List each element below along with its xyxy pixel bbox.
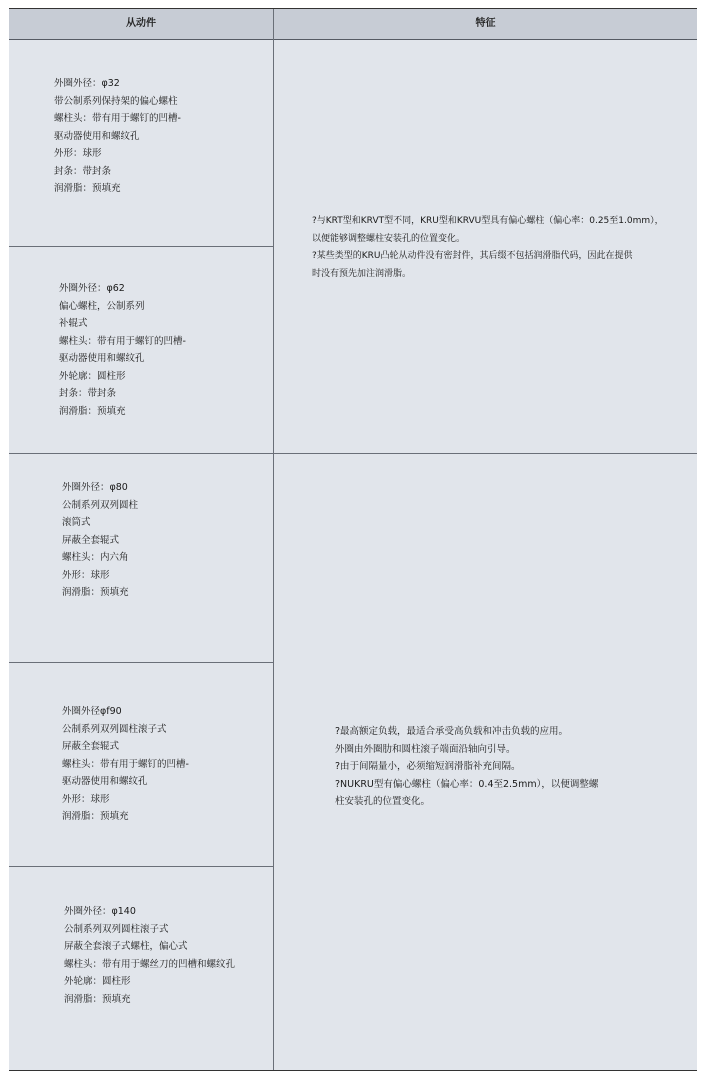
cell-line: 螺柱头：带有用于螺钉的凹槽- (62, 758, 189, 770)
cam-follower-spec-table (9, 8, 697, 1071)
cell-line: 外圈外径φf90 (62, 706, 122, 717)
follower-cell-3 (62, 479, 138, 602)
cell-line: 驱动器使用和螺纹孔 (59, 353, 145, 364)
cell-line: 屏蔽全套辊式 (62, 534, 120, 546)
table-header (9, 9, 697, 40)
cell-line: 公制系列双列圆柱滚子式 (62, 723, 167, 735)
cell-line: 屏蔽全套辊式 (62, 741, 120, 752)
cell-line: 外形：球形 (62, 793, 110, 805)
row-divider (9, 246, 273, 247)
cell-line: 屏蔽全套滚子式螺柱，偏心式 (64, 941, 188, 952)
follower-cell-2 (59, 280, 186, 420)
feature-line: 时没有预先加注润滑脂。 (312, 268, 412, 279)
row-divider (9, 662, 273, 663)
cell-line: 外形：球形 (54, 148, 102, 159)
cell-line: 驱动器使用和螺纹孔 (62, 776, 148, 787)
cell-line: 带公制系列保持架的偏心螺柱 (54, 95, 178, 107)
header-features: 特征 (475, 18, 496, 29)
cell-line: 外轮廓：圆柱形 (64, 976, 131, 987)
cell-line: 润滑脂：预填充 (54, 183, 121, 194)
cell-line: 封条：带封条 (54, 165, 112, 177)
cell-line: 外圈外径：φ140 (64, 906, 136, 917)
feature-line: ?最高额定负载，最适合承受高负载和冲击负载的应用。 (335, 726, 569, 737)
cell-line: 螺柱头：带有用于螺钉的凹槽- (54, 113, 181, 124)
cell-line: 润滑脂：预填充 (62, 811, 129, 822)
cell-line: 驱动器使用和螺纹孔 (54, 130, 140, 142)
feature-line: 外圈由外圈肋和圆柱滚子端面沿轴向引导。 (335, 743, 516, 755)
column-divider (273, 9, 274, 1070)
cell-line: 封条：带封条 (59, 388, 117, 399)
follower-cell-4 (62, 703, 189, 826)
group-divider (9, 453, 697, 454)
feature-line: ?与KRT型和KRVT型不同，KRU型和KRVU型具有偏心螺柱（偏心率：0.25至1.0mm）， (312, 216, 664, 226)
cell-line: 外圈外径：φ62 (59, 283, 125, 294)
cell-line: 螺柱头：带有用于螺钉的凹槽- (59, 335, 186, 347)
cell-line: 外圈外径：φ32 (54, 78, 120, 89)
feature-line: ?某些类型的KRU凸轮从动件没有密封件，其后缀不包括润滑脂代码，因此在提供 (312, 251, 633, 261)
cell-line: 螺柱头：内六角 (62, 552, 129, 563)
follower-cell-1 (54, 75, 181, 198)
cell-line: 外圈外径：φ80 (62, 482, 128, 493)
cell-line: 补辊式 (59, 318, 88, 329)
features-cell-1 (312, 213, 664, 283)
cell-line: 偏心螺柱，公制系列 (59, 300, 145, 312)
cell-line: 螺柱头：带有用于螺丝刀的凹槽和螺纹孔 (64, 958, 236, 970)
cell-line: 公制系列双列圆柱 (62, 499, 139, 511)
cell-line: 润滑脂：预填充 (64, 993, 131, 1005)
row-divider (9, 866, 273, 867)
feature-line: ?由于间隔量小，必须缩短润滑脂补充间隔。 (335, 761, 521, 772)
header-follower: 从动件 (126, 18, 156, 29)
cell-line: 滚筒式 (62, 517, 91, 528)
cell-line: 润滑脂：预填充 (59, 405, 126, 417)
cell-line: 外形：球形 (62, 569, 110, 581)
follower-cell-5 (64, 903, 235, 1008)
features-cell-2 (335, 723, 598, 811)
feature-line: ?NUKRU型有偏心螺柱（偏心率：0.4至2.5mm），以便调整螺 (335, 778, 599, 790)
feature-line: 柱安装孔的位置变化。 (335, 796, 431, 807)
cell-line: 外轮廓：圆柱形 (59, 370, 126, 382)
cell-line: 润滑脂：预填充 (62, 587, 129, 598)
feature-line: 以便能够调整螺柱安装孔的位置变化。 (312, 233, 466, 244)
cell-line: 公制系列双列圆柱滚子式 (64, 923, 169, 935)
